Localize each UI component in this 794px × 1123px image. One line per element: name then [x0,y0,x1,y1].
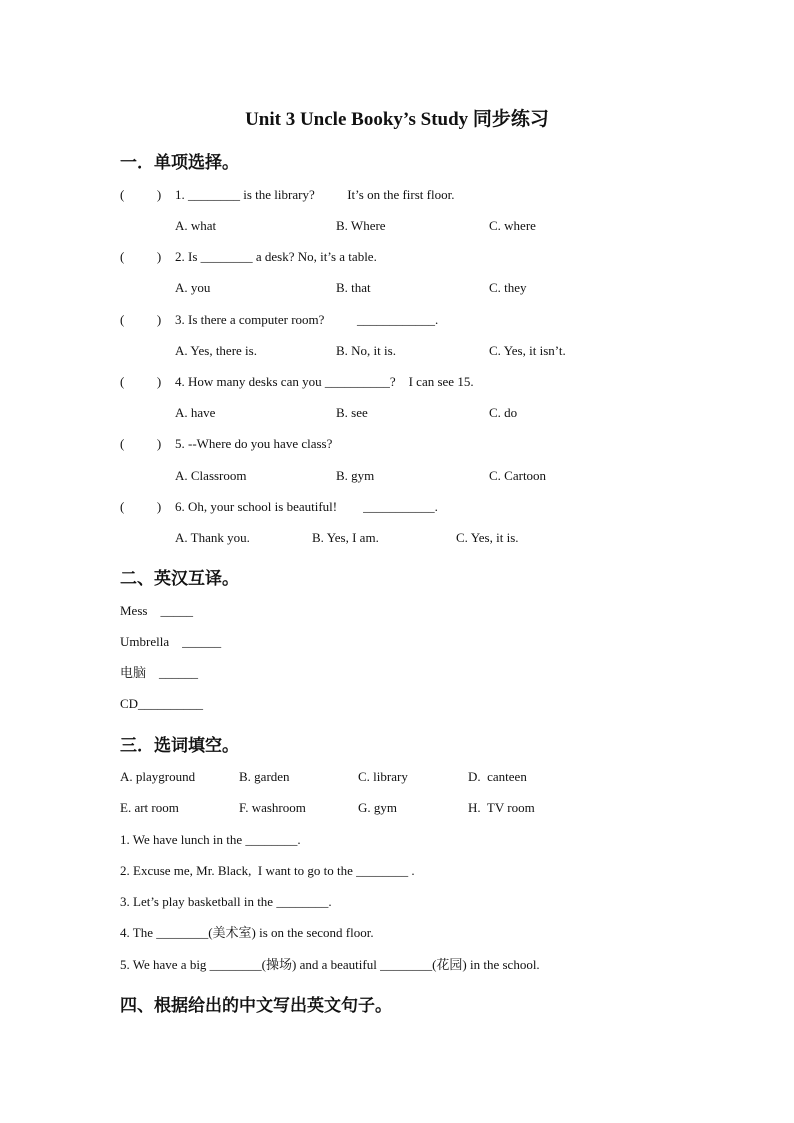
section-heading-fill-blank: 三．选词填空。 [120,736,239,756]
page-title: Unit 3 Uncle Booky’s Study 同步练习 [245,109,549,130]
word-bank-item: D. canteen [468,769,527,784]
section-heading-writing: 四、根据给出的中文写出英文句子。 [120,996,392,1016]
option-b: B. Yes, I am. [312,530,379,545]
question-text: 1. ________ is the library? It’s on the first floor. [175,187,455,202]
answer-bracket[interactable]: ( ) [120,374,162,389]
option-a: A. have [175,405,216,420]
option-a: A. you [175,280,211,295]
translation-item: Umbrella ______ [120,634,222,649]
translation-item: Mess _____ [120,603,193,618]
option-a: A. Thank you. [175,530,250,545]
option-a: A. Yes, there is. [175,343,257,358]
question-text: 4. How many desks can you __________? I can see 15. [175,374,474,389]
word-bank-item: F. washroom [239,800,306,815]
question-text: 2. Is ________ a desk? No, it’s a table. [175,249,377,264]
option-c: C. they [489,280,527,295]
option-b: B. that [336,280,371,295]
answer-bracket[interactable]: ( ) [120,312,162,327]
option-b: B. see [336,405,368,420]
translation-item: CD__________ [120,696,204,711]
word-bank-item: E. art room [120,800,179,815]
fill-sentence: 3. Let’s play basketball in the ________. [120,894,332,909]
section-heading-choice: 一．单项选择。 [120,153,239,173]
option-b: B. Where [336,218,386,233]
option-a: A. what [175,218,217,233]
question-text: 5. --Where do you have class? [175,436,333,451]
answer-bracket[interactable]: ( ) [120,499,162,514]
question-text: 3. Is there a computer room? ____________. [175,312,439,327]
word-bank-item: H. TV room [468,800,535,815]
option-b: B. No, it is. [336,343,396,358]
option-c: C. do [489,405,518,420]
answer-bracket[interactable]: ( ) [120,436,162,451]
word-bank-item: G. gym [358,800,397,815]
option-a: A. Classroom [175,468,247,483]
word-bank-item: A. playground [120,769,196,784]
fill-sentence: 4. The ________(美术室) is on the second floor. [120,925,374,940]
option-c: C. Cartoon [489,468,547,483]
question-text: 6. Oh, your school is beautiful! ___________. [175,499,438,514]
section-heading-translation: 二、英汉互译。 [120,569,239,589]
fill-sentence: 1. We have lunch in the ________. [120,832,301,847]
fill-sentence: 5. We have a big ________(操场) and a beautiful ________(花园) in the school. [120,957,540,972]
fill-sentence: 2. Excuse me, Mr. Black, I want to go to the ________ . [120,863,415,878]
answer-bracket[interactable]: ( ) [120,187,162,202]
option-c: C. where [489,218,536,233]
option-b: B. gym [336,468,375,483]
word-bank-item: B. garden [239,769,290,784]
option-c: C. Yes, it isn’t. [489,343,566,358]
translation-item: 电脑 ______ [120,665,199,680]
option-c: C. Yes, it is. [456,530,519,545]
answer-bracket[interactable]: ( ) [120,249,162,264]
word-bank-item: C. library [358,769,408,784]
